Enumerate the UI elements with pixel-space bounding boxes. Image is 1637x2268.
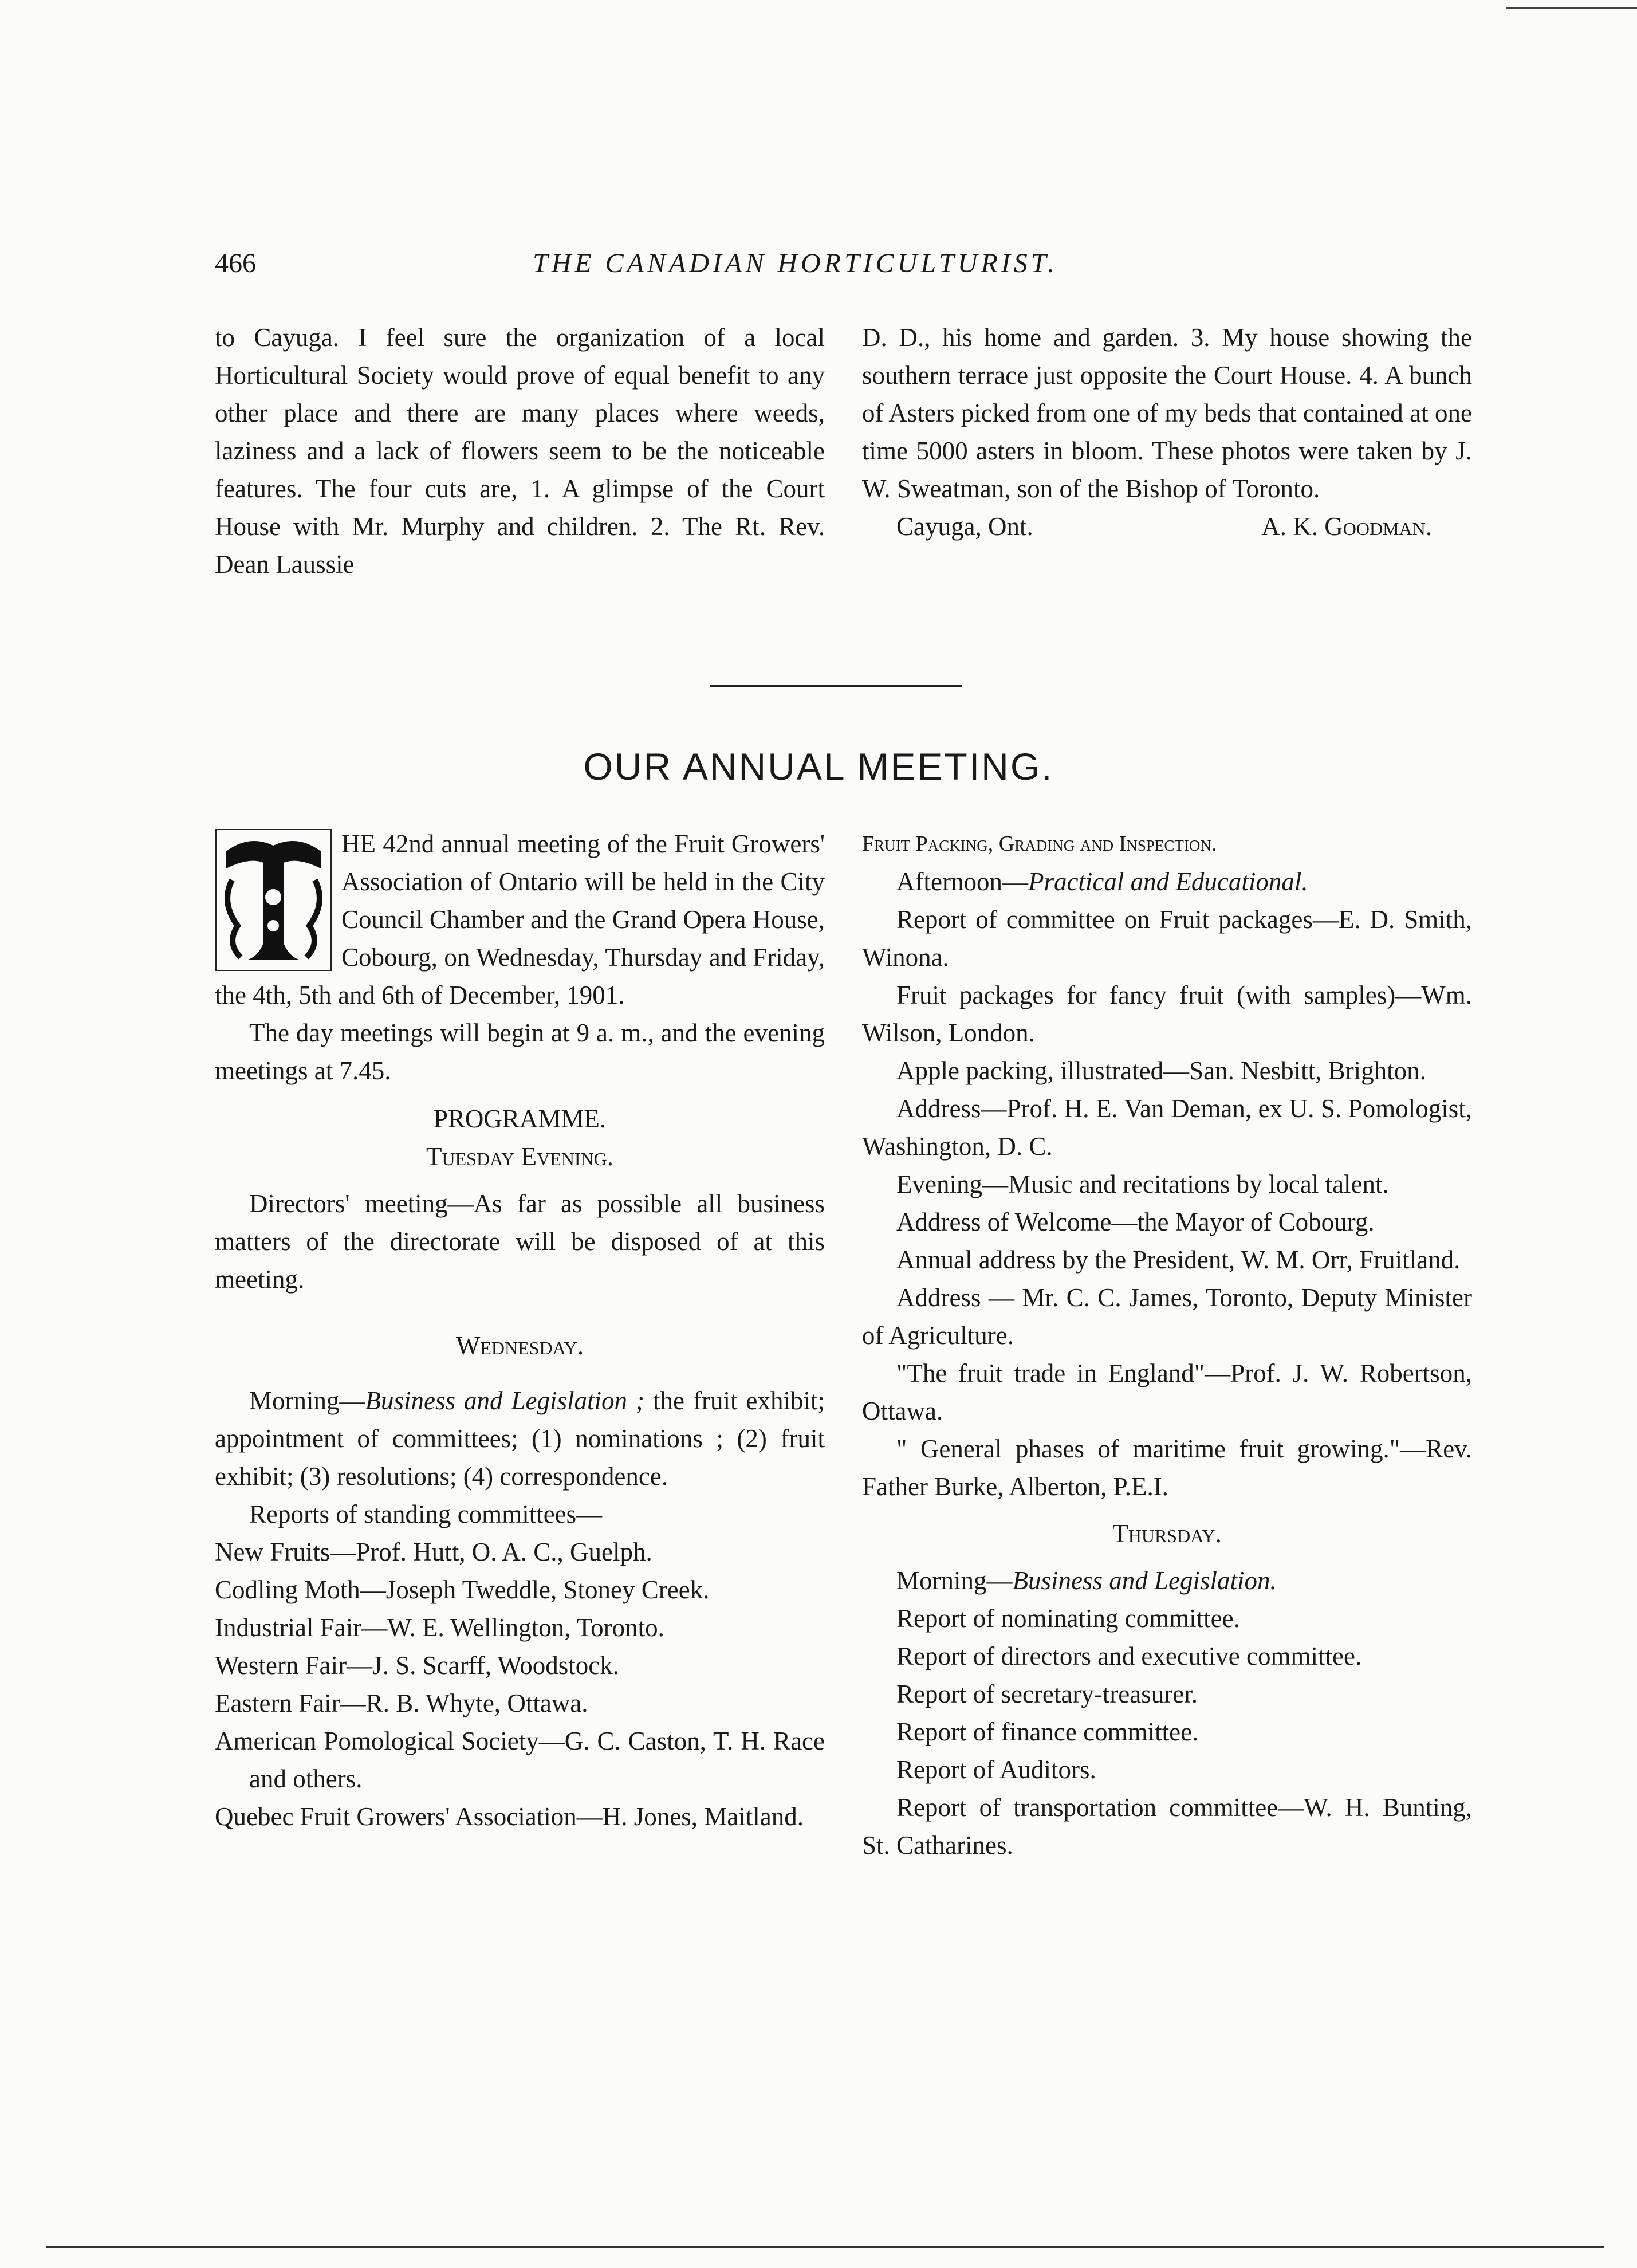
top-article-left	[215, 319, 825, 583]
programme-item: Address — Mr. C. C. James, Toronto, Deputy Minister of Agriculture.	[862, 1283, 1472, 1350]
thursday-morning: Morning—Business and Legislation.	[896, 1566, 1277, 1595]
top-article-left-text: to Cayuga. I feel sure the organization of a local Horticultural Society would prove of equal benefit to any other place and there are many places where weeds, laziness and a lack of flowers seem to be the noticeable features. The four cuts are, 1. A glimpse of the Court House with Mr. Murphy and children. 2. The Rt. Rev. Dean Laussie	[215, 323, 825, 579]
committee-item: American Pomological Society—G. C. Caston, T. H. Race and others.	[215, 1727, 825, 1793]
fruit-packing-heading: Fruit Packing, Grading and Inspection.	[862, 832, 1217, 856]
wednesday-morning: Morning—Business and Legislation ; the fruit exhibit; appointment of committees; (1) nominations ; (2) fruit exhibit; (3) resolutions; (4) correspondence.	[215, 1386, 825, 1491]
programme-item: " General phases of maritime fruit growing."—Rev. Father Burke, Alberton, P.E.I.	[862, 1434, 1472, 1501]
programme-item: Apple packing, illustrated—San. Nesbitt, Brighton.	[896, 1056, 1426, 1085]
directors-meeting: Directors' meeting—As far as possible all business matters of the directorate will be disposed of at this meeting.	[215, 1189, 825, 1294]
committee-item: New Fruits—Prof. Hutt, O. A. C., Guelph.	[215, 1538, 652, 1566]
thursday-item: Report of nominating committee.	[896, 1604, 1240, 1633]
thursday-item: Report of directors and executive committee.	[896, 1642, 1362, 1670]
meeting-left-column	[215, 825, 825, 1835]
running-head: THE CANADIAN HORTICULTURIST.	[533, 248, 1058, 278]
section-title: OUR ANNUAL MEETING.	[583, 745, 1054, 788]
bottom-rule	[46, 2246, 1604, 2248]
programme-heading: PROGRAMME.	[433, 1104, 607, 1133]
committee-item: Western Fair—J. S. Scarff, Woodstock.	[215, 1651, 620, 1680]
thursday-heading: Thursday.	[1112, 1519, 1222, 1548]
thursday-item: Report of finance committee.	[896, 1717, 1199, 1746]
signature-place: Cayuga, Ont.	[896, 512, 1033, 541]
committee-item: Eastern Fair—R. B. Whyte, Ottawa.	[215, 1689, 588, 1717]
meeting-right-column	[862, 825, 1472, 1864]
signature-line	[862, 508, 1472, 545]
meeting-times: The day meetings will begin at 9 a. m., and the evening meetings at 7.45.	[215, 1019, 825, 1085]
thursday-item: Report of transportation committee—W. H. Bunting, St. Catharines.	[862, 1793, 1472, 1860]
programme-item: Address—Prof. H. E. Van Deman, ex U. S. Pomologist, Washington, D. C.	[862, 1094, 1472, 1161]
signature-author: A. K. Goodman.	[1261, 512, 1432, 541]
section-divider	[710, 685, 962, 687]
thursday-item: Report of secretary-treasurer.	[896, 1680, 1198, 1708]
programme-item: "The fruit trade in England"—Prof. J. W. Robertson, Ottawa.	[862, 1359, 1472, 1425]
committee-item: Codling Moth—Joseph Tweddle, Stoney Creek.	[215, 1575, 710, 1604]
ornate-drop-cap-icon	[215, 828, 332, 972]
programme-item: Fruit packages for fancy fruit (with samples)—Wm. Wilson, London.	[862, 981, 1472, 1047]
programme-item: Annual address by the President, W. M. Orr, Fruitland.	[896, 1245, 1461, 1274]
committee-item: Quebec Fruit Growers' Association—H. Jones, Maitland.	[215, 1802, 804, 1831]
top-article-right	[862, 319, 1472, 545]
programme-item: Address of Welcome—the Mayor of Cobourg.	[896, 1208, 1375, 1236]
wednesday-heading: Wednesday.	[455, 1331, 584, 1360]
tuesday-heading: Tuesday Evening.	[426, 1142, 613, 1171]
thursday-item: Report of Auditors.	[896, 1755, 1096, 1784]
top-edge-rule	[1506, 7, 1637, 9]
standing-committees-intro: Reports of standing committees—	[249, 1500, 603, 1528]
afternoon-session: Afternoon—Practical and Educational.	[896, 867, 1308, 896]
intro-paragraph: HE 42nd annual meeting of the Fruit Growers' Association of Ontario will be held in the City Council Chamber and the Grand Opera House, Cobourg, on Wednesday, Thursday and Friday, the 4th, 5th and 6th of December, 1901.	[215, 830, 825, 1009]
top-article-right-text: D. D., his home and garden. 3. My house showing the southern terrace just opposite the Court House. 4. A bunch of Asters picked from one of my beds that contained at one time 5000 asters in bloom. These photos were taken by J. W. Sweatman, son of the Bishop of Toronto.	[862, 323, 1472, 503]
programme-item: Evening—Music and recitations by local talent.	[896, 1170, 1389, 1198]
programme-item: Report of committee on Fruit packages—E. D. Smith, Winona.	[862, 905, 1472, 972]
page-header	[215, 247, 1486, 288]
committee-item: Industrial Fair—W. E. Wellington, Toronto.	[215, 1613, 664, 1642]
page-number: 466	[215, 248, 256, 278]
